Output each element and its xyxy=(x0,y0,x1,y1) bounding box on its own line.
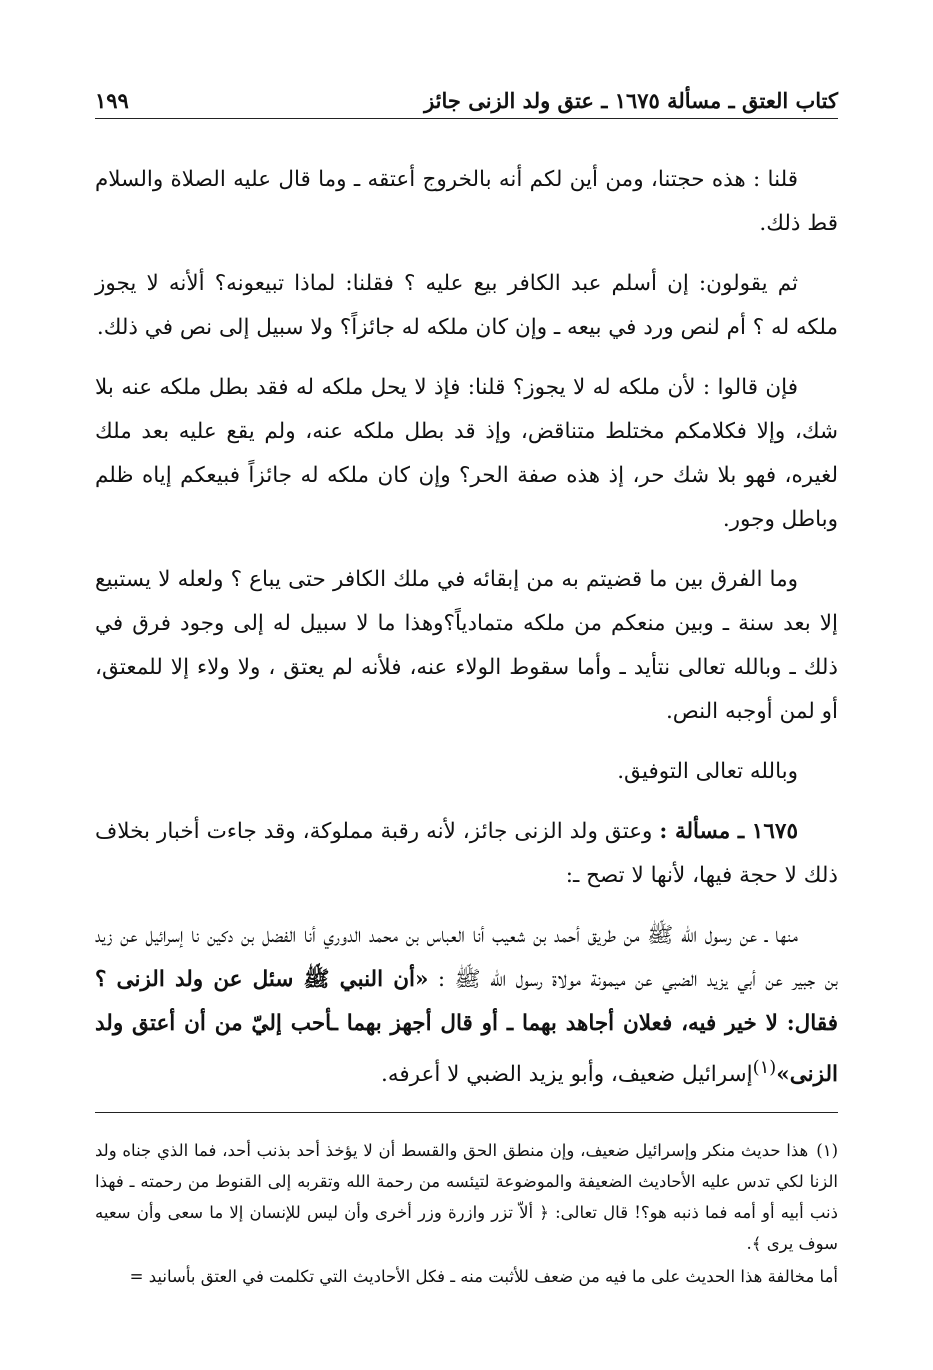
paragraph-5: وبالله تعالى التوفيق. xyxy=(617,759,798,784)
page-header xyxy=(95,82,838,119)
paragraph-6 xyxy=(95,810,838,898)
footnotes-section xyxy=(95,1112,838,1292)
issue-number-label: ١٦٧٥ ـ مسألة : xyxy=(659,819,798,844)
running-title: كتاب العتق ـ مسألة ١٦٧٥ ـ عتق ولد الزنى جائز xyxy=(424,87,838,113)
paragraph-2: ثم يقولون: إن أسلم عبد الكافر بيع عليه ؟ فقلنا: لماذا تبيعونه؟ ألأنه لا يجوز ملكه له ؟ أم لنص ورد في بيعه ـ وإن كان ملكه له جائزاً؟ ولا سبيل إلى نص في ذلك. xyxy=(95,271,838,340)
issue-text: وعتق ولد الزنى جائز، لأنه رقبة مملوكة، وقد جاءت أخبار بخلاف ذلك لا حجة فيها، لأنها لا تصح ـ: xyxy=(95,819,838,888)
paragraph-1: قلنا : هذه حجتنا، ومن أين لكم أنه بالخروج أعتقه ـ وما قال عليه الصلاة والسلام قط ذلك. xyxy=(95,167,838,236)
footnote-1 xyxy=(95,1135,838,1259)
hadith-assessment: إسرائيل ضعيف، وأبو يزيد الضبي لا أعرفه. xyxy=(381,1062,753,1088)
paragraph-3: فإن قالوا : لأن ملكه له لا يجوز؟ قلنا: فإذ لا يحل ملكه له فقد بطل ملكه عنه بلا شك، وإلا فكلامكم مختلط متناقض، وإذ قد بطل ملكه عنه، ولم يقع عليه بعد ملك لغيره، فهو بلا شك حر، إذ هذه صفة الحر؟ وإن كان ملكه له جائزاً فبيعكم إياه ظلم وباطل وجور. xyxy=(95,375,838,532)
hadith-quote: «أن النبي ﷺ سئل عن ولد الزنى ؟ فقال: لا خير فيه، فعلان أجاهد بهما ـ أو قال أجهز بهما ـأحب إليّ من أن أعتق ولد الزنى» xyxy=(95,967,838,1088)
footnote-reference: (١) xyxy=(752,1057,777,1078)
footnote-number: (١) xyxy=(816,1141,838,1160)
paragraph-7 xyxy=(95,914,838,1097)
footnote-text: هذا حديث منكر وإسرائيل ضعيف، وإن منطق الحق والقسط أن لا يؤخذ أحد بذنب أحد، فما الذي جناه ولد الزنا لكي تدس عليه الأحاديث الضعيفة والموضوعة لتيئسه من رحمة الله وتقربه إلى القنوط من رحمته ـ فهذا ذنب أبيه أو أمه فما ذنبه هو؟! قال تعالى: ﴿ ألاّ تزر وازرة وزر أخرى وأن ليس للإنسان إلا ما سعى وأن سعيه سوف يرى ﴾. xyxy=(95,1141,838,1253)
page-number: ١٩٩ xyxy=(95,87,129,113)
hadith-chain: منها ـ عن رسول الله ﷺ من طريق أحمد بن شعيب أنا العباس بن محمد الدوري أنا الفضل بن دكين نا إسرائيل عن زيد بن جبير عن أبي يزيد الضبي عن ميمونة مولاة رسول الله ﷺ : xyxy=(95,923,838,992)
paragraph-4: وما الفرق بين ما قضيتم به من إبقائه في ملك الكافر حتى يباع ؟ ولعله لا يستبيع إلا بعد سنة ـ وبين منعكم من ملكه متمادياً؟وهذا ما لا سبيل له إلى وجود فرق في ذلك ـ وبالله تعالى نتأيد ـ وأما سقوط الولاء عنه، فلأنه لم يعتق ، ولا ولاء إلا للمعتق، أو لمن أوجبه النص. xyxy=(95,567,838,724)
main-text xyxy=(95,158,838,1113)
footnote-continuation: أما مخالفة هذا الحديث على ما فيه من ضعف للأثبت منه ـ فكل الأحاديث التي تكلمت في العتق بأسانيد = xyxy=(129,1267,838,1286)
